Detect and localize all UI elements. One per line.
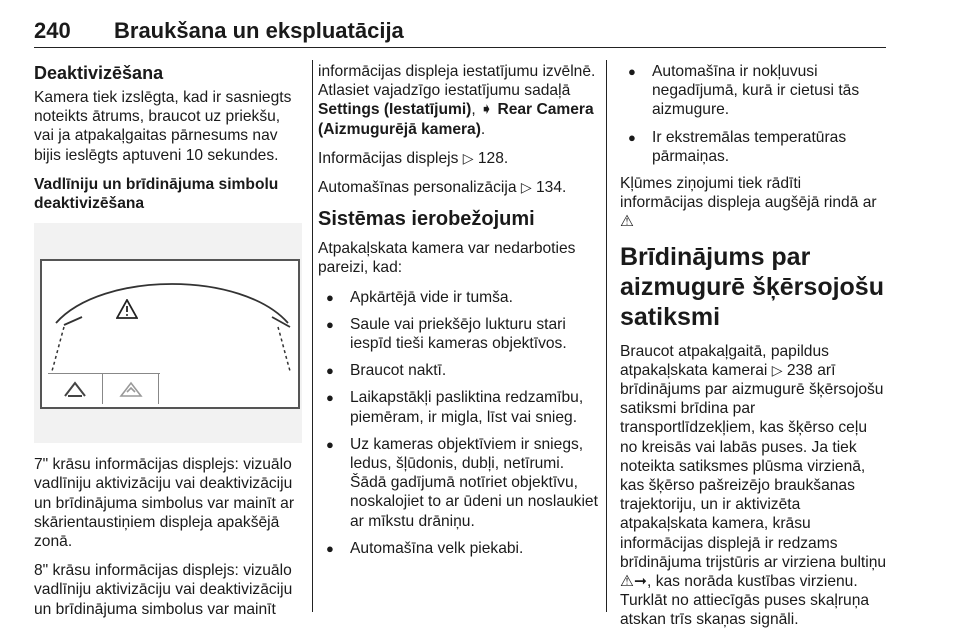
list-item: ● Laikapstākļi pasliktina redzamību, piemēram, ir migla, līst vai snieg. bbox=[326, 389, 584, 426]
deactivation-paragraph: Kamera tiek izslēgta, kad ir sasniegts noteikts ātrums, braucot uz priekšu, vai ja atpakaļgaitas pārnesums nav bijis ieslēgts aptuveni 10 sekundes. bbox=[34, 89, 292, 164]
bullet-icon: ● bbox=[326, 316, 334, 332]
guidelines-toggle-button[interactable] bbox=[48, 374, 103, 404]
list-item: ● Apkārtējā vide ir tumša. bbox=[326, 288, 513, 306]
guidelines-icon bbox=[62, 380, 88, 398]
seven-inch-display-paragraph: 7" krāsu informācijas displejs: vizuālo vadlīniju aktivizāciju vai deaktivizāciju un brīdinājuma simbolus var mainīt ar skārientaustiņiem displeja apakšējā zonā. bbox=[34, 456, 295, 551]
list-item: ● Saule vai priekšējo lukturu stari iespīd tieši kameras objektīvos. bbox=[326, 315, 567, 353]
settings-paragraph: informācijas displeja iestatījumu izvēlnē. Atlasiet vajadzīgo iestatījumu sadaļā Settings (Iestatījumi), ➧ Rear Camera (Aizmugurējā kamera). bbox=[318, 63, 596, 138]
bullet-icon: ● bbox=[326, 436, 334, 452]
eight-inch-display-paragraph: 8" krāsu informācijas displejs: vizuālo vadlīniju aktivizāciju vai deaktivizāciju un brīdinājuma simbolus var mainīt bbox=[34, 562, 293, 618]
bullet-icon: ● bbox=[326, 390, 334, 406]
info-display-reference: Informācijas displejs ▷ 128. bbox=[318, 149, 509, 167]
cross-traffic-paragraph: Braucot atpakaļgaitā, papildus atpakaļskata kamerai ▷ 238 arī brīdinājums par aizmugurē šķērsojošu satiksmi brīdina par transportlīdzekļiem, kas šķērso ceļu no kreisās vai labās puses. Ja tiek noteikta satiksmes plūsma virzienā, kas šķērso pašreizējo braukšanas trajektoriju, un ir aktivizēta atpakaļskata kamera, krāsu informācijas displejā ir redzams brīdinājuma trijstūris ar virziena bultiņu ⚠➞, kas norāda kustības virzienu. Turklāt no attiecīgās puses skaļruņa atskan trīs skaņas signāli. bbox=[620, 342, 887, 629]
column-divider-2 bbox=[606, 60, 607, 612]
warning-arrow-icon: ⚠➞ bbox=[620, 573, 648, 591]
limitations-list-continued bbox=[620, 62, 888, 166]
limitations-intro: Atpakaļskata kamera var nedarboties pareizi, kad: bbox=[318, 240, 576, 277]
limitations-list bbox=[318, 288, 598, 558]
settings-menu-name: Settings (Iestatījumi) bbox=[318, 101, 472, 119]
bullet-icon: ● bbox=[326, 540, 334, 556]
chapter-title: Braukšana un ekspluatācija bbox=[114, 18, 404, 43]
header-divider bbox=[34, 47, 886, 48]
warning-triangle-icon bbox=[116, 299, 138, 319]
column-3 bbox=[620, 62, 888, 640]
list-item: ● Automašīna ir nokļuvusi negadījumā, kurā ir cietusi tās aizmugure. bbox=[628, 63, 860, 119]
display-softkey-row bbox=[48, 373, 160, 404]
page-header bbox=[34, 10, 914, 50]
section-heading-limitations: Sistēmas ierobežojumi bbox=[318, 208, 535, 231]
list-item: ● Automašīna velk piekabi. bbox=[326, 539, 524, 557]
warning-symbols-toggle-button[interactable] bbox=[104, 374, 159, 404]
camera-display-illustration bbox=[34, 223, 302, 443]
bullet-icon: ● bbox=[628, 64, 636, 79]
column-1 bbox=[34, 62, 302, 629]
personalization-reference: Automašīnas personalizācija ▷ 134. bbox=[318, 179, 567, 197]
page-ref-icon: ▷ bbox=[771, 361, 783, 378]
section-heading-deactivation: Deaktivizēšana bbox=[34, 63, 164, 83]
display-screen bbox=[40, 259, 300, 409]
warning-symbols-icon bbox=[118, 380, 144, 398]
subheading-guidelines: Vadlīniju un brīdinājuma simbolu deaktivizēšana bbox=[34, 175, 279, 213]
error-messages-paragraph: Kļūmes ziņojumi tiek rādīti informācijas displeja augšējā rindā ar ⚠ bbox=[620, 175, 877, 231]
column-2 bbox=[318, 62, 598, 566]
column-divider-1 bbox=[312, 60, 313, 612]
page-ref-icon: ▷ bbox=[462, 149, 474, 166]
page-number: 240 bbox=[34, 18, 71, 43]
list-item: ● Ir ekstremālas temperatūras pārmaiņas. bbox=[628, 128, 847, 165]
list-item: ● Uz kameras objektīviem ir sniegs, ledus, šļūdonis, dubļi, netīrumi. Šādā gadījumā notīriet objektīvu, noskalojiet to ar ūdeni un noslaukiet ar mīkstu drāniņu. bbox=[326, 435, 598, 530]
list-item: ● Braucot naktī. bbox=[326, 362, 447, 380]
warning-icon: ⚠ bbox=[620, 213, 634, 231]
rear-camera-menu-name: Rear Camera (Aizmugurējā kamera) bbox=[318, 101, 594, 138]
section-heading-cross-traffic: Brīdinājums par aizmugurē šķērsojošu satiksmi bbox=[620, 242, 884, 331]
bullet-icon: ● bbox=[326, 363, 334, 379]
bullet-icon: ● bbox=[326, 289, 334, 305]
bullet-icon: ● bbox=[628, 129, 636, 145]
page-ref-icon: ▷ bbox=[520, 179, 532, 196]
menu-arrow-icon: ➧ bbox=[480, 101, 494, 119]
